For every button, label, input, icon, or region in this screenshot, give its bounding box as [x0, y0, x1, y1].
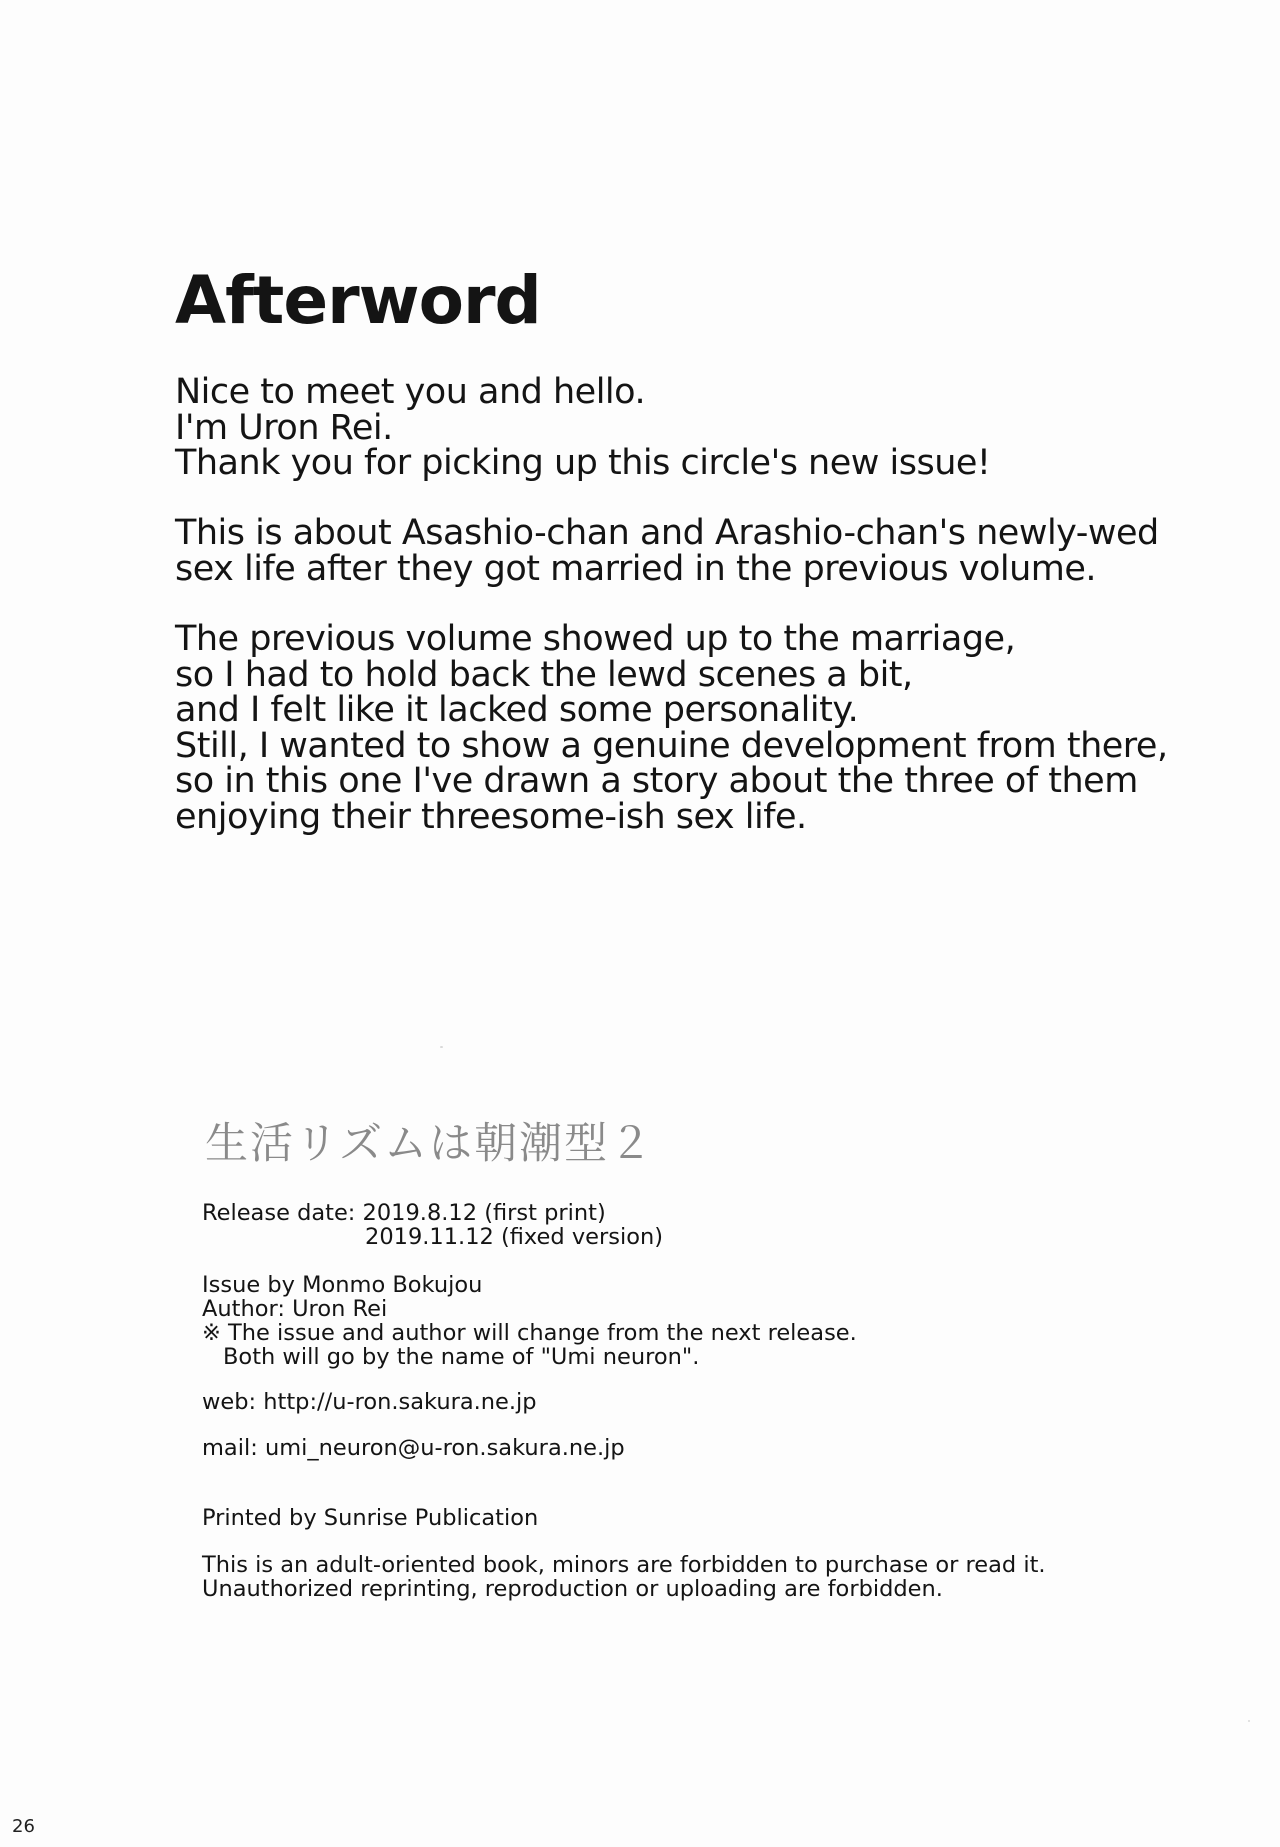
book-title: 生活リズムは朝潮型２ — [205, 1119, 655, 1169]
text-line: so I had to hold back the lewd scenes a bit, — [175, 654, 913, 695]
author: Author: Uron Rei — [202, 1296, 388, 1322]
text-line: so in this one I've drawn a story about the three of them — [175, 761, 1138, 801]
mail-address: mail: umi_neuron@u-ron.sakura.ne.jp — [202, 1435, 625, 1461]
text-line: Thank you for picking up this circle's new issue! — [175, 443, 991, 483]
page-number: 26 — [12, 1816, 35, 1837]
afterword-paragraph-greeting — [175, 372, 991, 483]
legal-line: This is an adult-oriented book, minors are forbidden to purchase or read it. — [202, 1552, 1046, 1578]
afterword-paragraph-summary — [175, 513, 1159, 589]
paper-speck — [440, 1046, 443, 1048]
release-date-fixed-version: 2019.11.12 (fixed version) — [365, 1224, 664, 1250]
issue-info — [202, 1273, 857, 1369]
issuer: Issue by Monmo Bokujou — [202, 1272, 483, 1298]
legal-notice — [202, 1553, 1046, 1601]
paper-speck — [1248, 1720, 1250, 1722]
web-address: web: http://u-ron.sakura.ne.jp — [202, 1389, 537, 1415]
text-line: The previous volume showed up to the marriage, — [175, 619, 1016, 659]
text-line: Nice to meet you and hello. — [175, 372, 646, 412]
legal-line: Unauthorized reprinting, reproduction or uploading are forbidden. — [202, 1576, 943, 1602]
text-line: This is about Asashio-chan and Arashio-chan's newly-wed — [175, 513, 1159, 553]
text-line: sex life after they got married in the previous volume. — [175, 548, 1097, 589]
text-line: and I felt like it lacked some personality. — [175, 690, 859, 730]
printer: Printed by Sunrise Publication — [202, 1505, 539, 1531]
release-date-first-print: Release date: 2019.8.12 (first print) — [202, 1200, 606, 1226]
text-line: I'm Uron Rei. — [175, 407, 393, 448]
release-dates — [202, 1201, 663, 1249]
change-note: ※ The issue and author will change from the next release. — [202, 1320, 857, 1346]
change-note-continued: Both will go by the name of "Umi neuron". — [223, 1344, 700, 1370]
text-line: Still, I wanted to show a genuine development from there, — [175, 725, 1168, 766]
afterword-heading: Afterword — [175, 262, 541, 339]
afterword-paragraph-details — [175, 619, 1168, 837]
text-line: enjoying their threesome-ish sex life. — [175, 796, 807, 837]
